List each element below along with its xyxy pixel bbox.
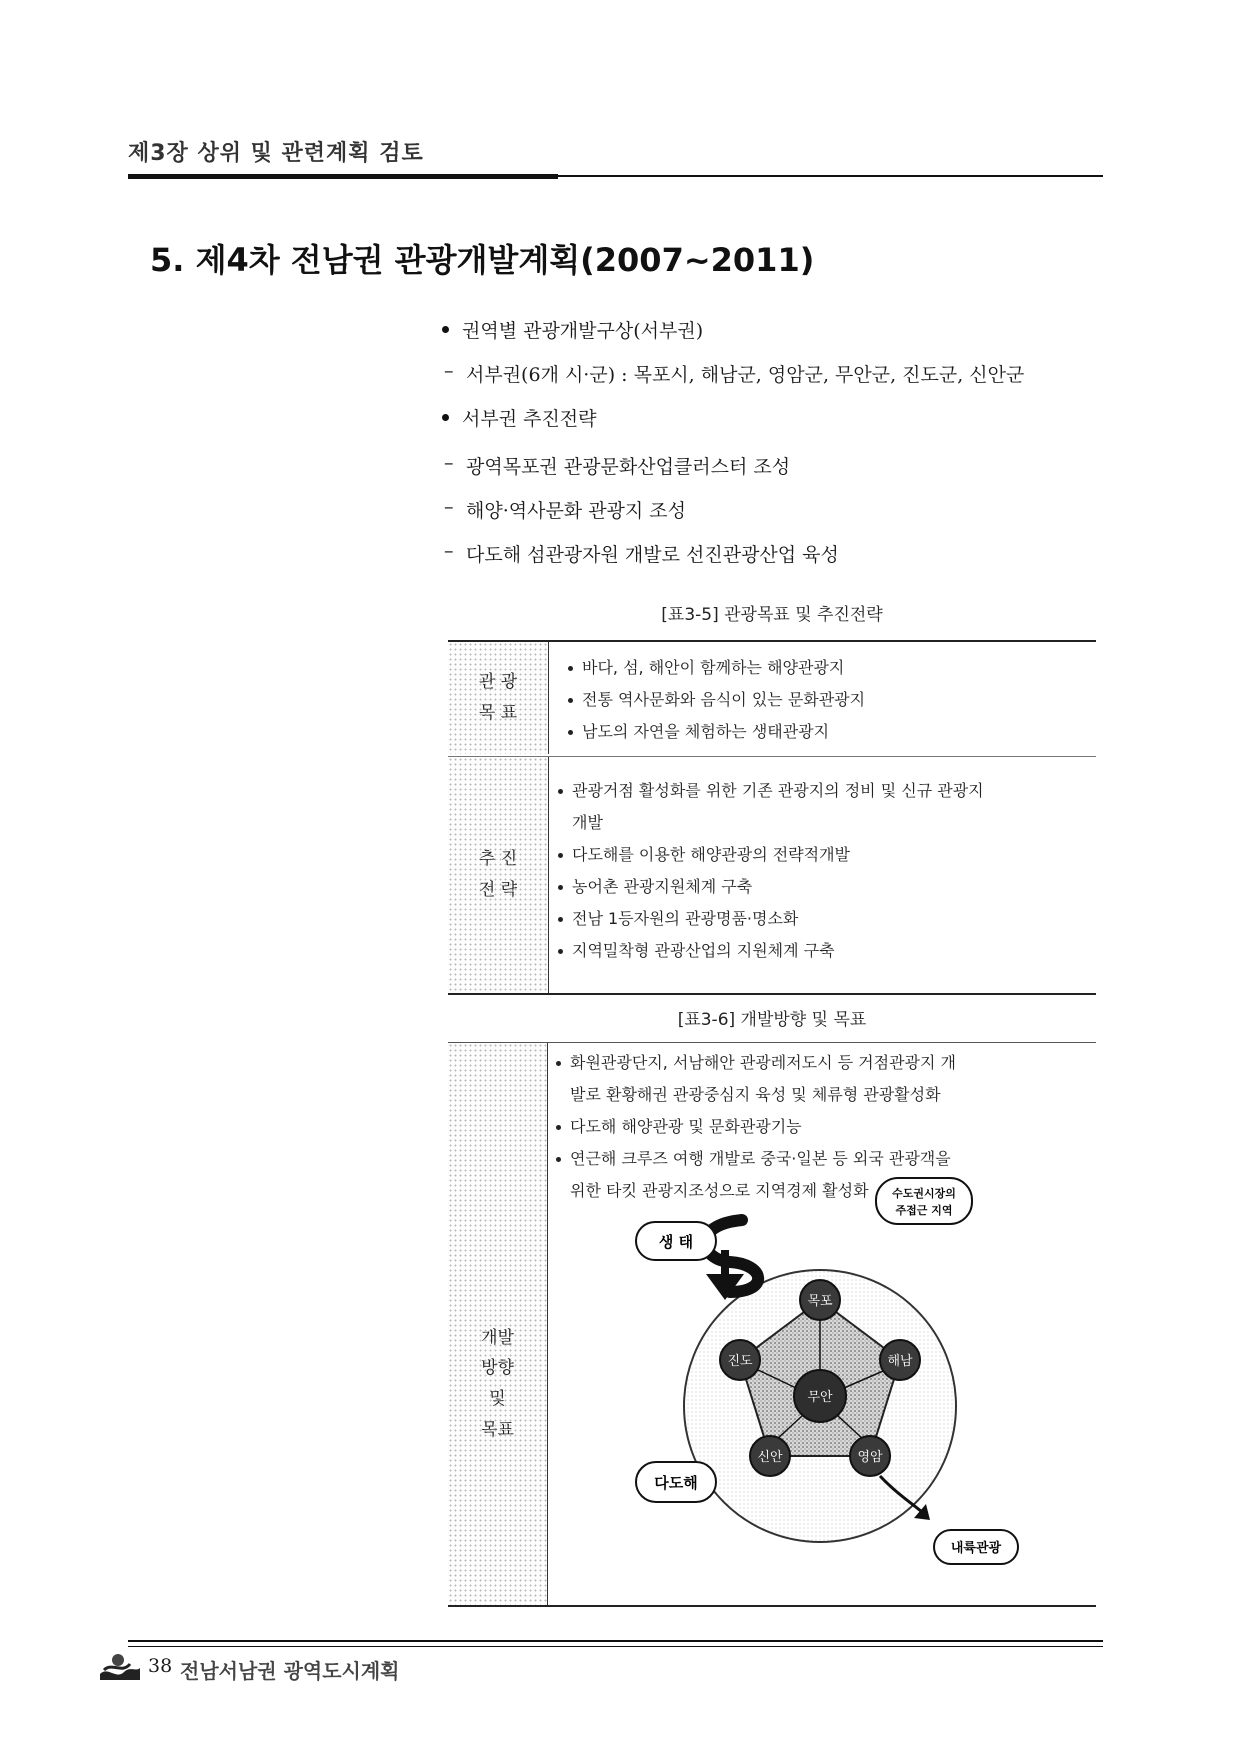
header-rule-thick (128, 174, 558, 179)
intro-block (438, 316, 1118, 584)
table6-caption: [표3-6] 개발방향 및 목표 (677, 1010, 867, 1030)
strategy-item: – 광역목포권 관광문화산업클러스터 조성 (438, 452, 1118, 496)
svg-text:신안: 신안 (757, 1450, 783, 1465)
label-archipelago (636, 1462, 716, 1502)
table5-strategy-header: 추 진 전 략 (448, 757, 549, 993)
tourism-network-diagram (630, 1187, 1050, 1580)
label-inland (934, 1530, 1018, 1564)
strategy-item: 농어촌 관광지원체계 구축 (556, 871, 1088, 903)
strategy-item: 전남 1등자원의 관광명품·명소화 (556, 903, 1088, 935)
svg-text:영암: 영암 (857, 1450, 883, 1465)
bullet-regional-concept: 권역별 관광개발구상(서부권) (438, 316, 1118, 360)
section-title: 5. 제4차 전남권 관광개발계획(2007~2011) (150, 241, 815, 279)
goal-item: 바다, 섬, 해안이 함께하는 해양관광지 (566, 652, 1086, 684)
dash-western-region-members: – 서부권(6개 시·군) : 목포시, 해남군, 영암군, 무안군, 진도군, 신안군 (438, 360, 1118, 404)
node-center (794, 1370, 846, 1422)
direction-item: 연근해 크루즈 여행 개발로 중국·일본 등 외국 관광객을 위한 타킷 관광지조성으로 지역경제 활성화 (554, 1143, 1088, 1207)
goal-item: 남도의 자연을 체험하는 생태관광지 (566, 716, 1086, 748)
svg-text:생 태: 생 태 (658, 1233, 694, 1251)
table6-header: 개발 방향 및 목표 (448, 1043, 548, 1605)
page-number: 38 (148, 1655, 173, 1677)
bullet-western-strategy: 서부권 추진전략 (438, 404, 1118, 448)
wave-logo-icon (98, 1650, 142, 1684)
svg-text:수도권시장의: 수도권시장의 (892, 1187, 956, 1200)
table5 (448, 640, 1096, 995)
node-left (720, 1340, 760, 1380)
svg-text:다도해: 다도해 (654, 1474, 698, 1492)
footer-rule-thin (128, 1646, 1103, 1647)
goal-item: 전통 역사문화와 음식이 있는 문화관광지 (566, 684, 1086, 716)
node-bottom-right (850, 1436, 890, 1476)
svg-text:해남: 해남 (887, 1354, 913, 1369)
table5-caption: [표3-5] 관광목표 및 추진전략 (661, 605, 883, 625)
footer-rule (128, 1640, 1103, 1642)
table5-strategy-row (448, 757, 1096, 993)
chapter-header: 제3장 상위 및 관련계획 검토 (128, 141, 424, 166)
svg-text:목포: 목포 (807, 1294, 833, 1309)
direction-item: 다도해 해양관광 및 문화관광기능 (554, 1111, 1088, 1143)
strategy-item: – 해양·역사문화 관광지 조성 (438, 496, 1118, 540)
node-right (880, 1340, 920, 1380)
svg-text:진도: 진도 (727, 1354, 753, 1369)
table5-goal-header: 관 광 목 표 (448, 642, 549, 754)
svg-text:내륙관광: 내륙관광 (950, 1541, 1002, 1556)
svg-text:무안: 무안 (807, 1390, 833, 1405)
svg-text:주접근 지역: 주접근 지역 (895, 1204, 953, 1217)
label-capital (876, 1178, 972, 1224)
strategy-item: 지역밀착형 관광산업의 지원체계 구축 (556, 935, 1088, 967)
label-ecology (636, 1222, 716, 1260)
strategy-item: 관광거점 활성화를 위한 기존 관광지의 정비 및 신규 관광지 개발 (556, 775, 1088, 839)
node-top (800, 1280, 840, 1320)
strategy-item: 다도해를 이용한 해양관광의 전략적개발 (556, 839, 1088, 871)
strategy-item: – 다도해 섬관광자원 개발로 선진관광산업 육성 (438, 540, 1118, 584)
header-rule-thin (558, 175, 1103, 177)
direction-item: 화원관광단지, 서남해안 관광레저도시 등 거점관광지 개 발로 환황해권 관광중심지 육성 및 체류형 관광활성화 (554, 1047, 1088, 1111)
node-bottom-left (750, 1436, 790, 1476)
table5-goal-row (448, 642, 1096, 754)
footer-title: 전남서남권 광역도시계획 (180, 1659, 400, 1683)
